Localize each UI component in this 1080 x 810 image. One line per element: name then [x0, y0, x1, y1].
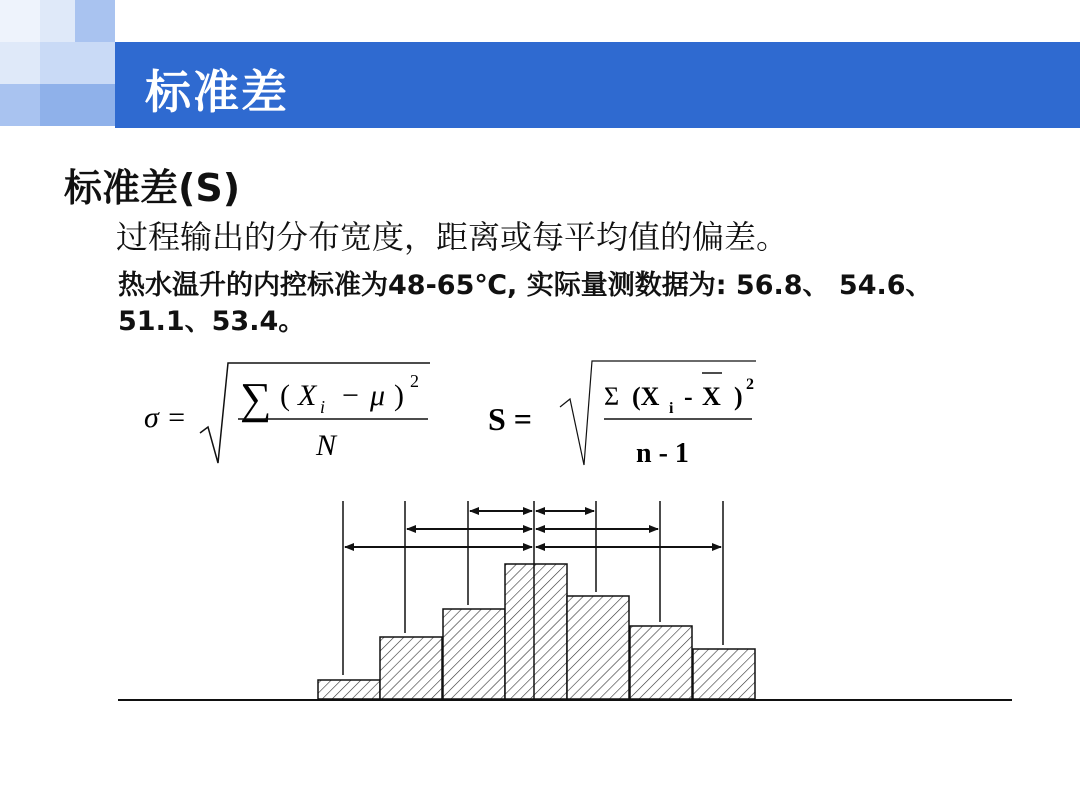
- histogram-bar: [567, 596, 629, 699]
- subscript-i: i: [320, 397, 326, 417]
- histogram-bars: [318, 564, 755, 699]
- denominator: n - 1: [636, 438, 689, 469]
- section-heading: 标准差(S): [64, 166, 241, 210]
- histogram-bar: [693, 649, 755, 699]
- minus-sign: −: [342, 379, 359, 412]
- sample-std-formula: [480, 355, 780, 475]
- minus-sign: -: [684, 382, 693, 411]
- histogram-bar: [380, 637, 442, 699]
- deviation-arrows: [345, 511, 721, 547]
- exponent: 2: [746, 376, 754, 393]
- deco-square: [0, 84, 40, 126]
- deco-square: [40, 42, 115, 84]
- exponent: 2: [410, 371, 419, 391]
- description-text: 过程输出的分布宽度，距离或每平均值的偏差。: [116, 218, 789, 256]
- denominator-n: N: [316, 429, 337, 462]
- sigma-symbol: Σ: [604, 382, 620, 411]
- open-paren: (: [280, 379, 290, 412]
- deco-square: [0, 42, 40, 84]
- deco-square: [0, 0, 40, 42]
- x-variable: X: [298, 379, 317, 412]
- mu-symbol: μ: [370, 379, 386, 412]
- sum-symbol: ∑: [240, 374, 272, 423]
- deco-square: [40, 84, 115, 126]
- open-paren-x: (X: [632, 382, 660, 411]
- histogram-bar: [505, 564, 567, 699]
- close-paren: ): [734, 382, 743, 411]
- close-paren: ): [394, 379, 404, 412]
- histogram-bar: [630, 626, 692, 699]
- population-std-formula: [130, 355, 450, 475]
- x-bar: X: [702, 382, 721, 411]
- histogram-bar: [443, 609, 505, 699]
- slide-title: 标准差: [145, 65, 289, 119]
- histogram-diagram: [110, 495, 1020, 710]
- radical-sign: [200, 363, 430, 463]
- histogram-bar: [318, 680, 380, 699]
- subscript-i: i: [669, 400, 674, 417]
- formula-lhs: S =: [488, 401, 533, 437]
- example-text: 热水温升的内控标准为48-65℃, 实际量测数据为: 56.8、 54.6、51.1、53.4。: [118, 270, 933, 337]
- formula-lhs: σ =: [144, 401, 187, 434]
- deco-square: [75, 0, 115, 42]
- deco-square: [40, 0, 75, 42]
